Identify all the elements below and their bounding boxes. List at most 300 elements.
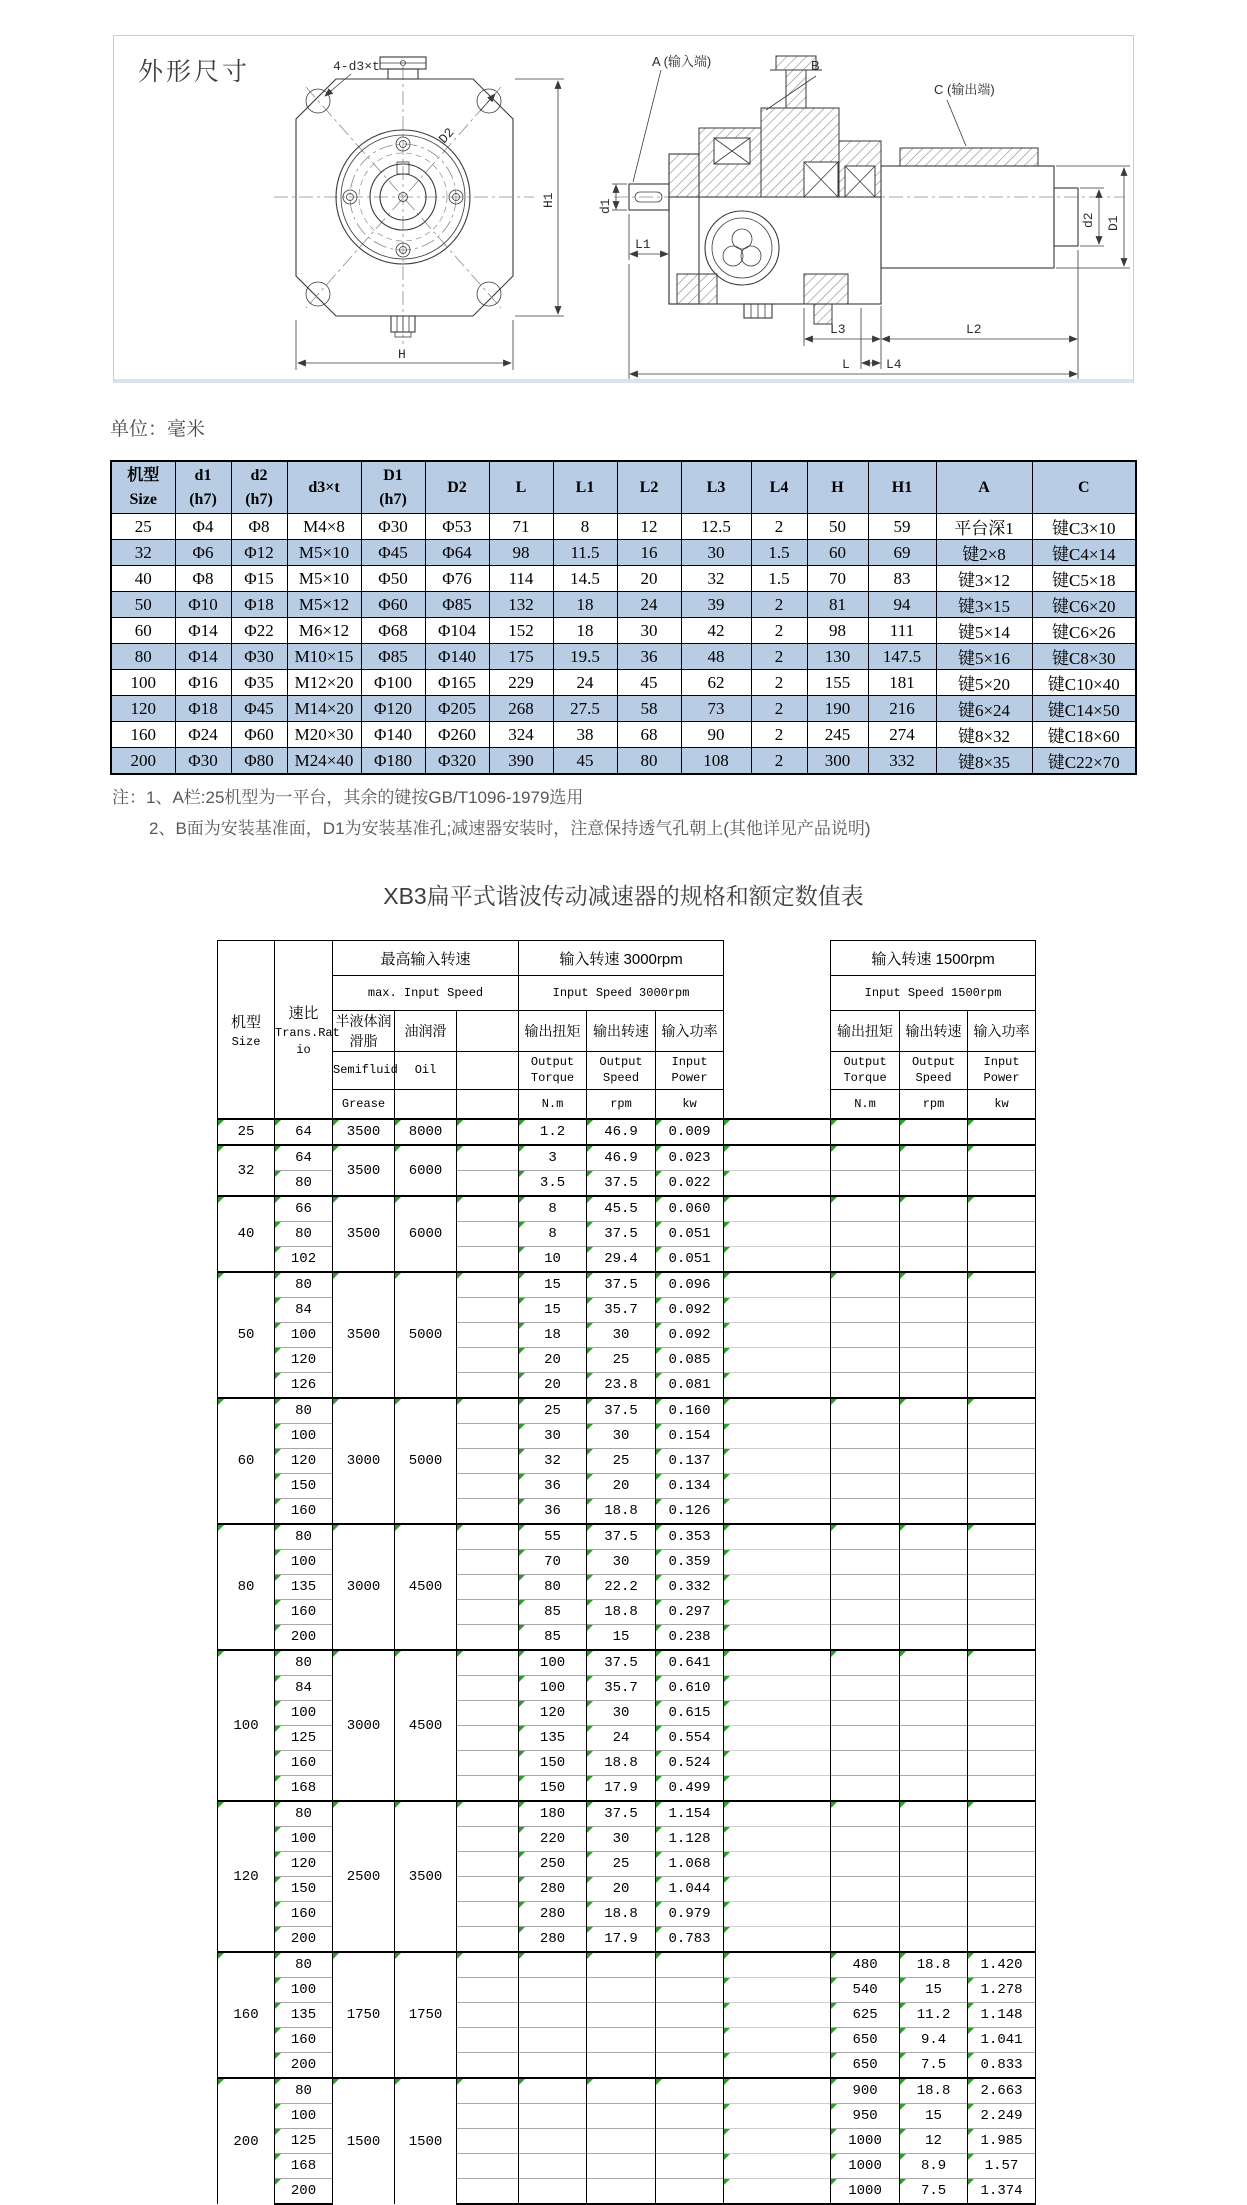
spec-1500-cell bbox=[831, 1398, 900, 1424]
dim-cell: 100 bbox=[111, 670, 175, 696]
spec-1500-cell bbox=[968, 1323, 1036, 1348]
spec-group-3000rpm: 输入转速 3000rpm bbox=[519, 941, 724, 976]
spec-1500-cell: 18.8 bbox=[900, 2078, 968, 2104]
spec-3000-cell: 0.524 bbox=[656, 1751, 724, 1776]
spec-1500-cell bbox=[900, 1499, 968, 1525]
spec-ratio-cell: 135 bbox=[275, 2003, 333, 2028]
spec-spare-cell bbox=[457, 1398, 519, 1424]
spec-table bbox=[217, 940, 1036, 2205]
spec-group-1500rpm: 输入转速 1500rpm bbox=[831, 941, 1036, 976]
spec-1500-cell bbox=[900, 1449, 968, 1474]
spec-gap-cell bbox=[724, 1398, 831, 1424]
spec-spare-cell bbox=[457, 1625, 519, 1651]
spec-3000-cell bbox=[519, 2078, 587, 2104]
dim-cell: 245 bbox=[807, 722, 868, 748]
spec-gap-cell bbox=[724, 1877, 831, 1902]
spec-1500-cell bbox=[831, 1927, 900, 1953]
dim-col-header: d1 (h7) bbox=[175, 461, 231, 514]
spec-1500-cell bbox=[900, 1827, 968, 1852]
dim-cell: 68 bbox=[617, 722, 681, 748]
spec-ratio-cell: 126 bbox=[275, 1373, 333, 1399]
spec-1500-cell: 1000 bbox=[831, 2129, 900, 2154]
spec-1500-cell bbox=[968, 1650, 1036, 1676]
spec-1500-cell bbox=[831, 1373, 900, 1399]
spec-gap-cell bbox=[724, 2053, 831, 2079]
spec-1500-cell bbox=[831, 1449, 900, 1474]
spec-gap-cell bbox=[724, 2179, 831, 2205]
spec-1500-cell: 1000 bbox=[831, 2179, 900, 2205]
dim-cell: Φ30 bbox=[175, 748, 231, 775]
spec-1500-cell: 1.985 bbox=[968, 2129, 1036, 2154]
spec-1500-cell bbox=[968, 1927, 1036, 1953]
spec-1500-cell bbox=[968, 1676, 1036, 1701]
dim-cell: Φ120 bbox=[361, 696, 425, 722]
spec-1500-cell bbox=[900, 1348, 968, 1373]
spec-ratio-cell: 80 bbox=[275, 1524, 333, 1550]
spec-ratio-cell: 100 bbox=[275, 1827, 333, 1852]
spec-3000-cell: 180 bbox=[519, 1801, 587, 1827]
dim-cell: Φ16 bbox=[175, 670, 231, 696]
dim-cell: 98 bbox=[807, 618, 868, 644]
spec-1500-cell: 950 bbox=[831, 2104, 900, 2129]
dim-row bbox=[111, 748, 1136, 775]
dim-cell: 2 bbox=[751, 618, 807, 644]
spec-gap-cell bbox=[724, 1247, 831, 1273]
spec-3000-cell: 0.051 bbox=[656, 1247, 724, 1273]
spec-1500-cell bbox=[968, 1119, 1036, 1145]
spec-1500-cell bbox=[900, 1474, 968, 1499]
spec-1500-cell bbox=[900, 1323, 968, 1348]
spec-ratio-cell: 84 bbox=[275, 1676, 333, 1701]
dim-cell: Φ140 bbox=[425, 644, 489, 670]
dim-cell: 132 bbox=[489, 592, 553, 618]
dim-cell: Φ24 bbox=[175, 722, 231, 748]
spec-group-max-input-speed-en: max. Input Speed bbox=[333, 976, 519, 1011]
spec-spare-cell bbox=[457, 1877, 519, 1902]
dim-cell: 32 bbox=[681, 566, 751, 592]
spec-gap-cell bbox=[724, 1776, 831, 1802]
spec-ratio-cell: 200 bbox=[275, 1927, 333, 1953]
dim-cell: 11.5 bbox=[553, 540, 617, 566]
spec-3000-cell bbox=[587, 2129, 656, 2154]
spec-3000-cell bbox=[519, 1952, 587, 1978]
dim-row bbox=[111, 514, 1136, 540]
label-bolt-pattern: 4-d3×t bbox=[333, 59, 380, 74]
spec-group-max-input-speed: 最高输入转速 bbox=[333, 941, 519, 976]
spec-spare-cell bbox=[457, 1424, 519, 1449]
spec-3000-cell: 1.2 bbox=[519, 1119, 587, 1145]
spec-spare-cell bbox=[457, 1827, 519, 1852]
dim-cell: 48 bbox=[681, 644, 751, 670]
spec-3000-cell: 25 bbox=[587, 1852, 656, 1877]
dim-cell: 73 bbox=[681, 696, 751, 722]
spec-1500-cell: 540 bbox=[831, 1978, 900, 2003]
dim-cell: Φ22 bbox=[231, 618, 287, 644]
spec-1500-cell bbox=[900, 1625, 968, 1651]
spec-unit-speed-1500: rpm bbox=[900, 1090, 968, 1120]
spec-spare-cell bbox=[457, 1474, 519, 1499]
spec-3000-cell bbox=[656, 2104, 724, 2129]
dim-cell: 274 bbox=[868, 722, 936, 748]
spec-oil-cell: 1500 bbox=[395, 2078, 457, 2204]
spec-row bbox=[218, 2078, 1036, 2104]
spec-gap-cell bbox=[724, 1852, 831, 1877]
spec-ratio-cell: 84 bbox=[275, 1298, 333, 1323]
spec-3000-cell: 150 bbox=[519, 1751, 587, 1776]
spec-3000-cell bbox=[587, 2104, 656, 2129]
dim-cell: 2 bbox=[751, 748, 807, 775]
spec-3000-cell: 0.610 bbox=[656, 1676, 724, 1701]
spec-1500-cell bbox=[831, 1726, 900, 1751]
spec-size-cell: 32 bbox=[218, 1145, 275, 1196]
spec-1500-cell bbox=[900, 1119, 968, 1145]
spec-1500-cell bbox=[831, 1323, 900, 1348]
spec-row bbox=[218, 1272, 1036, 1298]
dim-cell: Φ53 bbox=[425, 514, 489, 540]
spec-gap-cell bbox=[724, 1272, 831, 1298]
spec-gap-cell bbox=[724, 1676, 831, 1701]
spec-spare-cell bbox=[457, 2179, 519, 2205]
spec-spare-cell bbox=[457, 1978, 519, 2003]
dim-cell: Φ140 bbox=[361, 722, 425, 748]
spec-3000-cell: 100 bbox=[519, 1650, 587, 1676]
spec-1500-cell: 1.278 bbox=[968, 1978, 1036, 2003]
spec-1500-cell bbox=[968, 1398, 1036, 1424]
dim-cell: Φ80 bbox=[231, 748, 287, 775]
spec-3000-cell: 37.5 bbox=[587, 1222, 656, 1247]
spec-gap-cell bbox=[724, 1196, 831, 1222]
spec-3000-cell bbox=[656, 2028, 724, 2053]
dim-cell: Φ35 bbox=[231, 670, 287, 696]
spec-1500-cell bbox=[900, 1298, 968, 1323]
dim-cell: 45 bbox=[617, 670, 681, 696]
dim-cell: 键C6×20 bbox=[1032, 592, 1136, 618]
spec-3000-cell: 25 bbox=[519, 1398, 587, 1424]
spec-spare-cell bbox=[457, 1449, 519, 1474]
spec-gap-cell bbox=[724, 1801, 831, 1827]
dim-cell: 190 bbox=[807, 696, 868, 722]
spec-3000-cell: 120 bbox=[519, 1701, 587, 1726]
spec-grease-cell: 3500 bbox=[333, 1145, 395, 1196]
dim-cell: 268 bbox=[489, 696, 553, 722]
dim-cell: 300 bbox=[807, 748, 868, 775]
spec-spare-cell bbox=[457, 1119, 519, 1145]
spec-1500-cell bbox=[900, 1524, 968, 1550]
spec-3000-cell: 1.154 bbox=[656, 1801, 724, 1827]
spec-group-1500rpm-en: Input Speed 1500rpm bbox=[831, 976, 1036, 1011]
spec-oil-cell: 4500 bbox=[395, 1524, 457, 1650]
spec-1500-cell: 650 bbox=[831, 2028, 900, 2053]
spec-3000-cell: 46.9 bbox=[587, 1145, 656, 1171]
dim-cell: 键6×24 bbox=[936, 696, 1032, 722]
dim-cell: M12×20 bbox=[287, 670, 361, 696]
dim-cell: Φ260 bbox=[425, 722, 489, 748]
spec-gap-cell bbox=[724, 1524, 831, 1550]
spec-ratio-cell: 125 bbox=[275, 1726, 333, 1751]
spec-3000-cell: 0.297 bbox=[656, 1600, 724, 1625]
spec-1500-cell bbox=[831, 1119, 900, 1145]
spec-1500-cell: 15 bbox=[900, 1978, 968, 2003]
spec-col-oil-cn: 油润滑 bbox=[395, 1011, 457, 1052]
spec-3000-cell bbox=[656, 2129, 724, 2154]
dim-cell: Φ45 bbox=[231, 696, 287, 722]
spec-ratio-cell: 80 bbox=[275, 1171, 333, 1197]
label-l-dim: L bbox=[842, 357, 850, 372]
spec-3000-cell: 250 bbox=[519, 1852, 587, 1877]
dim-cell: Φ60 bbox=[361, 592, 425, 618]
spec-spare-cell bbox=[457, 1852, 519, 1877]
spec-ratio-cell: 120 bbox=[275, 1449, 333, 1474]
dim-cell: 1.5 bbox=[751, 540, 807, 566]
spec-3000-cell: 29.4 bbox=[587, 1247, 656, 1273]
spec-gap-cell bbox=[724, 2003, 831, 2028]
dim-cell: 键C4×14 bbox=[1032, 540, 1136, 566]
spec-unit-torque-1500: N.m bbox=[831, 1090, 900, 1120]
spec-1500-cell bbox=[968, 1877, 1036, 1902]
spec-spare-cell bbox=[457, 1902, 519, 1927]
dim-cell: M5×10 bbox=[287, 540, 361, 566]
dim-cell: 50 bbox=[111, 592, 175, 618]
spec-1500-cell bbox=[831, 1801, 900, 1827]
dim-row bbox=[111, 670, 1136, 696]
spec-3000-cell: 0.353 bbox=[656, 1524, 724, 1550]
spec-ratio-cell: 160 bbox=[275, 1751, 333, 1776]
spec-1500-cell bbox=[831, 1524, 900, 1550]
spec-oil-cell: 8000 bbox=[395, 1119, 457, 1145]
dim-cell: Φ50 bbox=[361, 566, 425, 592]
dim-cell: Φ14 bbox=[175, 644, 231, 670]
dim-cell: 27.5 bbox=[553, 696, 617, 722]
dim-cell: 20 bbox=[617, 566, 681, 592]
spec-1500-cell: 625 bbox=[831, 2003, 900, 2028]
spec-1500-cell: 15 bbox=[900, 2104, 968, 2129]
spec-spare-cell bbox=[457, 1499, 519, 1525]
spec-3000-cell bbox=[587, 2078, 656, 2104]
spec-spare-cell bbox=[457, 1222, 519, 1247]
spec-ratio-cell: 160 bbox=[275, 1902, 333, 1927]
spec-1500-cell bbox=[968, 1524, 1036, 1550]
dim-row bbox=[111, 566, 1136, 592]
spec-ratio-cell: 66 bbox=[275, 1196, 333, 1222]
spec-3000-cell: 0.085 bbox=[656, 1348, 724, 1373]
spec-3000-cell bbox=[656, 2078, 724, 2104]
spec-3000-cell: 25 bbox=[587, 1449, 656, 1474]
spec-3000-cell: 0.332 bbox=[656, 1575, 724, 1600]
spec-ratio-cell: 160 bbox=[275, 1499, 333, 1525]
spec-col-oil-en: Oil bbox=[395, 1052, 457, 1090]
dim-cell: M4×8 bbox=[287, 514, 361, 540]
dim-cell: 38 bbox=[553, 722, 617, 748]
unit-label: 单位：毫米 bbox=[110, 419, 206, 440]
spec-3000-cell: 36 bbox=[519, 1474, 587, 1499]
spec-spare-cell bbox=[457, 2053, 519, 2079]
dimension-table bbox=[110, 460, 1137, 775]
dim-cell: 16 bbox=[617, 540, 681, 566]
spec-1500-cell bbox=[900, 1877, 968, 1902]
spec-gap-cell bbox=[724, 1726, 831, 1751]
dim-cell: 58 bbox=[617, 696, 681, 722]
spec-ratio-cell: 80 bbox=[275, 1272, 333, 1298]
dim-col-header: d3×t bbox=[287, 461, 361, 514]
spec-3000-cell: 280 bbox=[519, 1902, 587, 1927]
spec-3000-cell: 20 bbox=[587, 1474, 656, 1499]
spec-1500-cell bbox=[900, 1373, 968, 1399]
spec-3000-cell bbox=[656, 2003, 724, 2028]
spec-3000-cell: 30 bbox=[587, 1424, 656, 1449]
spec-ratio-cell: 160 bbox=[275, 1600, 333, 1625]
spec-1500-cell: 1.420 bbox=[968, 1952, 1036, 1978]
spec-spare-cell bbox=[457, 1348, 519, 1373]
dim-cell: 18 bbox=[553, 618, 617, 644]
spec-1500-cell bbox=[968, 1776, 1036, 1802]
spec-3000-cell: 0.051 bbox=[656, 1222, 724, 1247]
dim-cell: Φ64 bbox=[425, 540, 489, 566]
dim-cell: 40 bbox=[111, 566, 175, 592]
spec-spare-cell bbox=[457, 1298, 519, 1323]
dim-cell: 81 bbox=[807, 592, 868, 618]
spec-gap-cell bbox=[724, 1171, 831, 1197]
spec-gap-cell bbox=[724, 2028, 831, 2053]
spec-col-grease-cn: 半液体润滑脂 bbox=[333, 1011, 395, 1052]
spec-3000-cell: 0.092 bbox=[656, 1323, 724, 1348]
spec-1500-cell: 650 bbox=[831, 2053, 900, 2079]
label-d1-dim: d1 bbox=[598, 198, 613, 214]
dim-cell: Φ60 bbox=[231, 722, 287, 748]
dim-cell: 键5×20 bbox=[936, 670, 1032, 696]
spec-size-cell: 40 bbox=[218, 1196, 275, 1272]
label-output-end: C (输出端) bbox=[934, 82, 995, 97]
spec-1500-cell bbox=[831, 1474, 900, 1499]
spec-oil-cell: 1750 bbox=[395, 1952, 457, 2078]
spec-3000-cell: 35.7 bbox=[587, 1676, 656, 1701]
spec-3000-cell bbox=[587, 1952, 656, 1978]
spec-spare-cell bbox=[457, 1751, 519, 1776]
dim-cell: 39 bbox=[681, 592, 751, 618]
dim-cell: 键2×8 bbox=[936, 540, 1032, 566]
plug-bottom bbox=[391, 316, 415, 337]
dim-cell: M20×30 bbox=[287, 722, 361, 748]
spec-1500-cell bbox=[831, 1424, 900, 1449]
dim-cell: 18 bbox=[553, 592, 617, 618]
spec-gap-cell bbox=[724, 1499, 831, 1525]
spec-grease-cell: 3000 bbox=[333, 1398, 395, 1524]
spec-3000-cell: 1.044 bbox=[656, 1877, 724, 1902]
dim-cell: 30 bbox=[617, 618, 681, 644]
spec-1500-cell bbox=[900, 1398, 968, 1424]
spec-ratio-cell: 100 bbox=[275, 1978, 333, 2003]
spec-3000-cell: 45.5 bbox=[587, 1196, 656, 1222]
spec-3000-cell: 0.134 bbox=[656, 1474, 724, 1499]
spec-3000-cell bbox=[587, 1978, 656, 2003]
spec-3000-cell bbox=[656, 2154, 724, 2179]
spec-col-ratio: 速比 Trans.Rat io bbox=[275, 941, 333, 1120]
spec-col-torque-1500-en: Output Torque bbox=[831, 1052, 900, 1090]
dim-row bbox=[111, 722, 1136, 748]
spec-ratio-cell: 80 bbox=[275, 2078, 333, 2104]
spec-spare-cell bbox=[457, 1524, 519, 1550]
spec-3000-cell bbox=[587, 2053, 656, 2079]
spec-ratio-cell: 80 bbox=[275, 1801, 333, 1827]
spec-size-cell: 160 bbox=[218, 1952, 275, 2078]
spec-3000-cell: 37.5 bbox=[587, 1650, 656, 1676]
spec-size-cell: 25 bbox=[218, 1119, 275, 1145]
dim-cell: 390 bbox=[489, 748, 553, 775]
spec-row bbox=[218, 1650, 1036, 1676]
spec-3000-cell: 25 bbox=[587, 1348, 656, 1373]
spec-col-torque-3000-cn: 输出扭矩 bbox=[519, 1011, 587, 1052]
spec-ratio-cell: 160 bbox=[275, 2028, 333, 2053]
spec-3000-cell: 30 bbox=[587, 1323, 656, 1348]
spec-1500-cell bbox=[968, 1827, 1036, 1852]
spec-3000-cell: 135 bbox=[519, 1726, 587, 1751]
spec-spare-cell bbox=[457, 1650, 519, 1676]
spec-1500-cell bbox=[900, 1776, 968, 1802]
spec-1500-cell bbox=[831, 1625, 900, 1651]
spec-spare-cell bbox=[457, 1776, 519, 1802]
spec-1500-cell bbox=[900, 1222, 968, 1247]
spec-1500-cell: 1.374 bbox=[968, 2179, 1036, 2205]
spec-unit-power-3000: kw bbox=[656, 1090, 724, 1120]
outline-drawing-panel bbox=[113, 35, 1134, 383]
spec-3000-cell: 15 bbox=[587, 1625, 656, 1651]
spec-1500-cell bbox=[968, 1852, 1036, 1877]
spec-1500-cell bbox=[968, 1701, 1036, 1726]
dim-cell: 1.5 bbox=[751, 566, 807, 592]
dim-cell: 键C10×40 bbox=[1032, 670, 1136, 696]
spec-spare-cell bbox=[457, 2028, 519, 2053]
spec-ratio-cell: 100 bbox=[275, 1424, 333, 1449]
dim-col-header: D1 (h7) bbox=[361, 461, 425, 514]
spec-ratio-cell: 100 bbox=[275, 1701, 333, 1726]
dim-cell: 键8×35 bbox=[936, 748, 1032, 775]
spec-gap-column bbox=[724, 941, 831, 1120]
dim-cell: 324 bbox=[489, 722, 553, 748]
dim-cell: 2 bbox=[751, 696, 807, 722]
spec-1500-cell bbox=[968, 1499, 1036, 1525]
notes bbox=[112, 782, 871, 844]
dim-cell: 94 bbox=[868, 592, 936, 618]
spec-3000-cell bbox=[656, 2179, 724, 2205]
spec-3000-cell: 24 bbox=[587, 1726, 656, 1751]
dim-cell: 键5×16 bbox=[936, 644, 1032, 670]
dim-cell: Φ18 bbox=[175, 696, 231, 722]
spec-1500-cell: 7.5 bbox=[900, 2179, 968, 2205]
spec-1500-cell bbox=[831, 1348, 900, 1373]
spec-size-cell: 60 bbox=[218, 1398, 275, 1524]
spec-ratio-cell: 150 bbox=[275, 1474, 333, 1499]
spec-3000-cell bbox=[519, 2053, 587, 2079]
spec-col-grease-en: Semifluid bbox=[333, 1052, 395, 1090]
spec-1500-cell bbox=[968, 1449, 1036, 1474]
spec-3000-cell: 10 bbox=[519, 1247, 587, 1273]
spec-col-torque-3000-en: Output Torque bbox=[519, 1052, 587, 1090]
spec-spare-cell bbox=[457, 1575, 519, 1600]
spec-3000-cell: 8 bbox=[519, 1196, 587, 1222]
dim-cell: 2 bbox=[751, 670, 807, 696]
spec-unit-power-1500: kw bbox=[968, 1090, 1036, 1120]
dim-cell: 42 bbox=[681, 618, 751, 644]
spec-size-cell: 100 bbox=[218, 1650, 275, 1801]
spec-1500-cell: 2.663 bbox=[968, 2078, 1036, 2104]
spec-ratio-cell: 100 bbox=[275, 1550, 333, 1575]
spec-1500-cell bbox=[900, 1726, 968, 1751]
dim-cell: 45 bbox=[553, 748, 617, 775]
spec-1500-cell bbox=[900, 1751, 968, 1776]
spec-3000-cell: 30 bbox=[587, 1550, 656, 1575]
spec-spare-cell bbox=[457, 1600, 519, 1625]
spec-3000-cell bbox=[519, 2129, 587, 2154]
spec-3000-cell: 30 bbox=[587, 1827, 656, 1852]
